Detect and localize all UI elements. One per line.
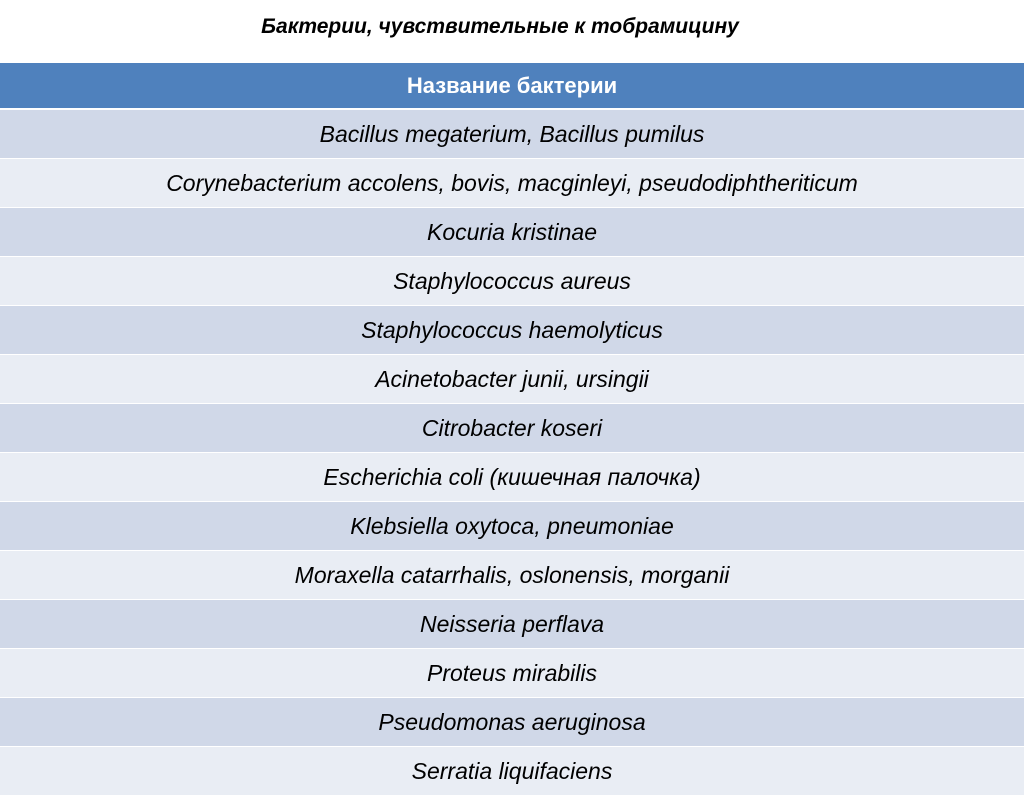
table-row: Staphylococcus haemolyticus	[0, 306, 1024, 355]
table-row: Citrobacter koseri	[0, 404, 1024, 453]
table-row: Serratia liquifaciens	[0, 747, 1024, 796]
table-row: Bacillus megaterium, Bacillus pumilus	[0, 110, 1024, 159]
table-row: Klebsiella oxytoca, pneumoniae	[0, 502, 1024, 551]
table-row: Proteus mirabilis	[0, 649, 1024, 698]
table-row: Moraxella catarrhalis, oslonensis, morganii	[0, 551, 1024, 600]
table-row: Corynebacterium accolens, bovis, macginleyi, pseudodiphtheriticum	[0, 159, 1024, 208]
page-title: Бактерии, чувствительные к тобрамицину	[261, 15, 739, 38]
table-row: Neisseria perflava	[0, 600, 1024, 649]
table-row: Acinetobacter junii, ursingii	[0, 355, 1024, 404]
table-row: Escherichia coli (кишечная палочка)	[0, 453, 1024, 502]
table-row: Staphylococcus aureus	[0, 257, 1024, 306]
table-header: Название бактерии	[0, 63, 1024, 110]
table-body	[0, 110, 1024, 796]
bacteria-table	[0, 63, 1024, 796]
table-row: Pseudomonas aeruginosa	[0, 698, 1024, 747]
table-row: Kocuria kristinae	[0, 208, 1024, 257]
